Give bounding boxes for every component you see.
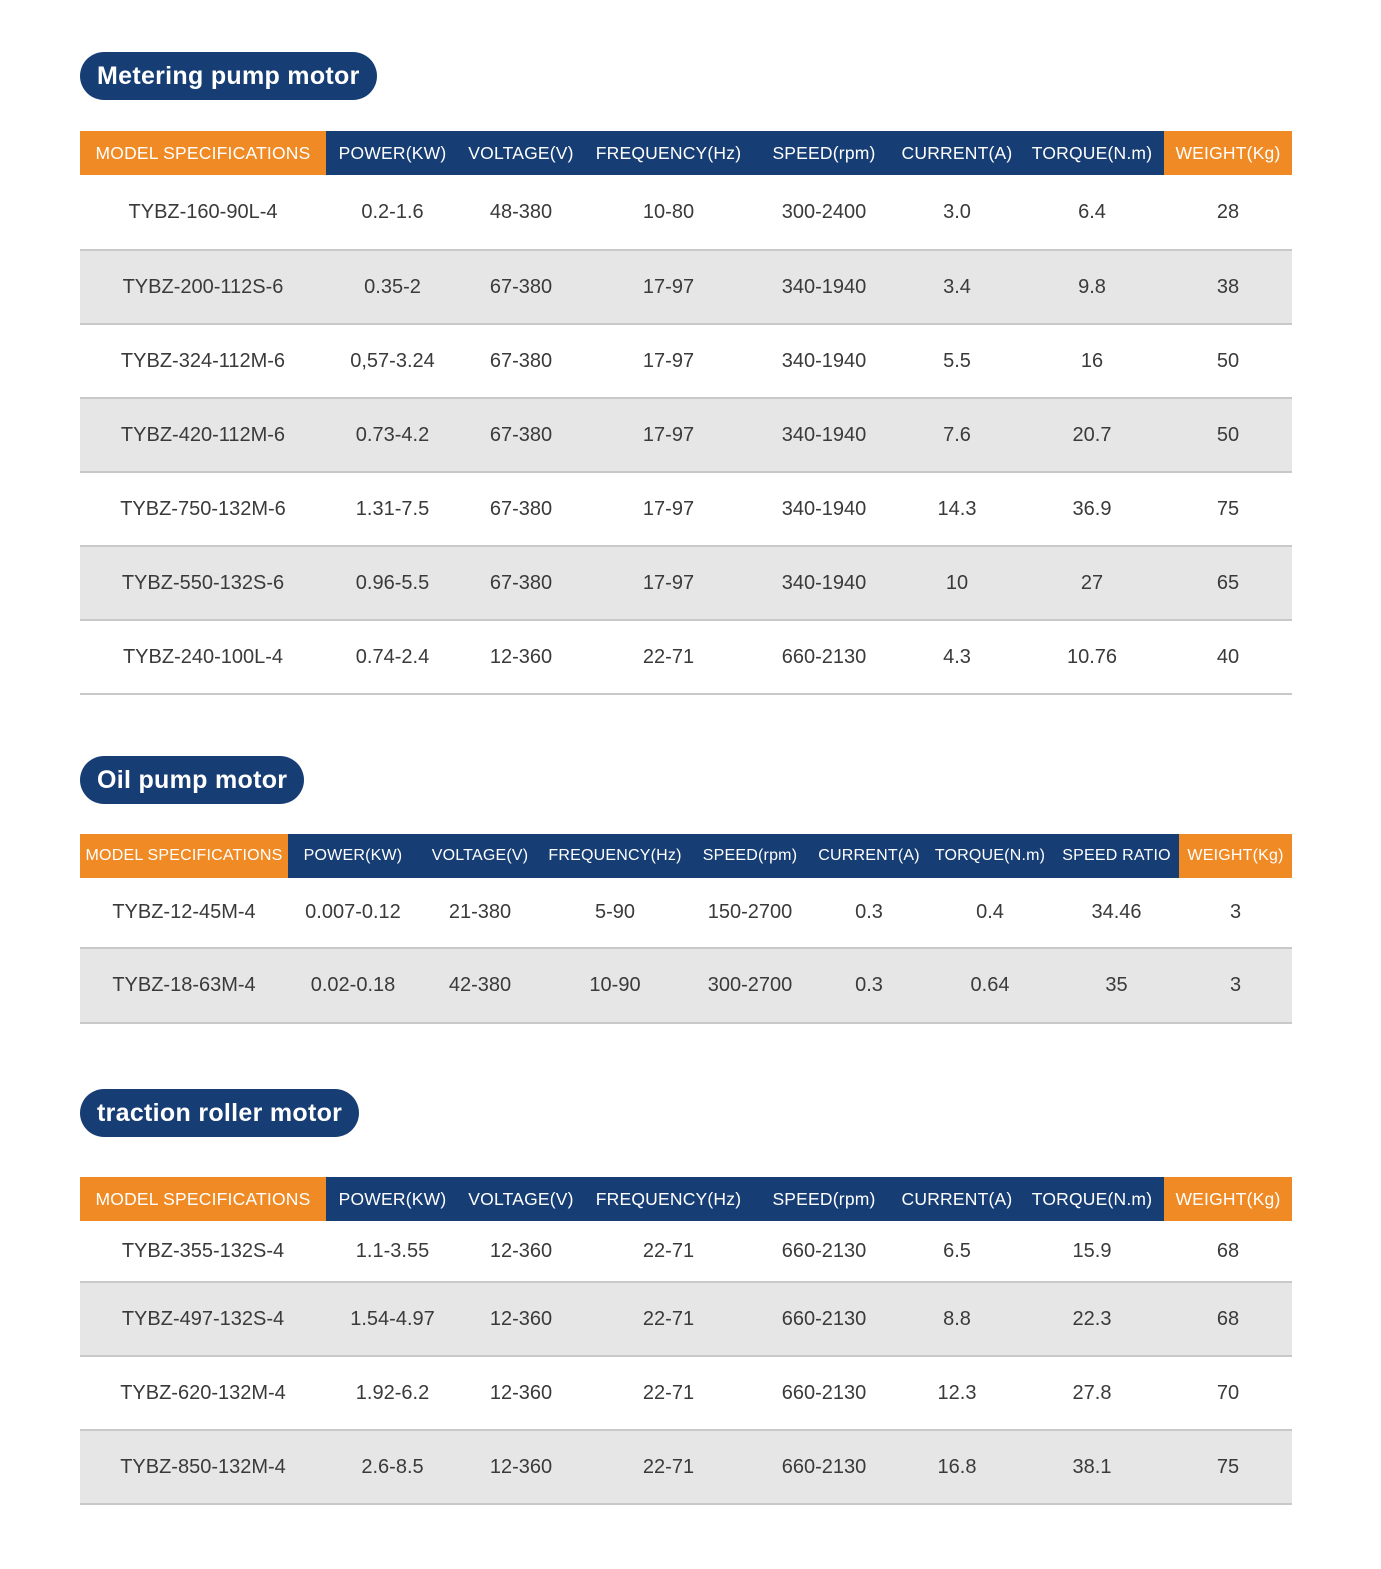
table-cell: 22-71 xyxy=(642,1455,695,1478)
column-header: WEIGHT(Kg) xyxy=(1179,834,1292,878)
table-cell: 6.4 xyxy=(1078,200,1106,223)
table-header-row xyxy=(80,834,1292,878)
table-cell: 38.1 xyxy=(1072,1455,1112,1478)
column-header: TORQUE(N.m) xyxy=(1020,131,1164,175)
table-cell: TYBZ-420-112M-6 xyxy=(120,423,286,446)
table-cell: 27.8 xyxy=(1072,1381,1112,1404)
table-cell: TYBZ-12-45M-4 xyxy=(112,901,256,923)
column-header: WEIGHT(Kg) xyxy=(1164,1177,1292,1221)
table-row xyxy=(80,621,1292,695)
section-title-traction-roller-motor: traction roller motor xyxy=(80,1089,359,1137)
table-cell: 150-2700 xyxy=(707,901,793,923)
table-row xyxy=(80,1283,1292,1357)
table-cell: 42-380 xyxy=(448,974,512,996)
column-header: FREQUENCY(Hz) xyxy=(583,1177,754,1221)
table-cell: 6.5 xyxy=(943,1239,971,1262)
table-cell: 14.3 xyxy=(937,497,977,520)
table-cell: 3 xyxy=(1229,901,1242,923)
column-header: MODEL SPECIFICATIONS xyxy=(80,1177,326,1221)
column-header: WEIGHT(Kg) xyxy=(1164,131,1292,175)
table-cell: 67-380 xyxy=(489,571,553,594)
table-cell: 12.3 xyxy=(937,1381,977,1404)
table-cell: 1.31-7.5 xyxy=(355,497,430,520)
column-header: MODEL SPECIFICATIONS xyxy=(80,131,326,175)
table-row xyxy=(80,325,1292,399)
table-cell: 660-2130 xyxy=(781,1239,867,1262)
table-cell: 70 xyxy=(1216,1381,1240,1404)
table-row xyxy=(80,547,1292,621)
table-header-row xyxy=(80,1177,1292,1221)
table-cell: TYBZ-18-63M-4 xyxy=(112,974,256,996)
column-header: CURRENT(A) xyxy=(894,131,1020,175)
table-cell: 10 xyxy=(945,571,969,594)
table-cell: 50 xyxy=(1216,349,1240,372)
table-cell: 75 xyxy=(1216,1455,1240,1478)
table-cell: 0.64 xyxy=(970,974,1010,996)
table-cell: TYBZ-620-132M-4 xyxy=(120,1381,286,1404)
table-cell: 3.4 xyxy=(943,275,971,298)
table-cell: 0.74-2.4 xyxy=(355,645,430,668)
column-header: SPEED(rpm) xyxy=(754,1177,894,1221)
table-cell: 2.6-8.5 xyxy=(361,1455,424,1478)
table-cell: 21-380 xyxy=(448,901,512,923)
table-row xyxy=(80,473,1292,547)
table-cell: 67-380 xyxy=(489,497,553,520)
table-cell: 9.8 xyxy=(1078,275,1106,298)
table-cell: 67-380 xyxy=(489,349,553,372)
table-row xyxy=(80,1221,1292,1283)
table-cell: TYBZ-240-100L-4 xyxy=(122,645,284,668)
column-header: CURRENT(A) xyxy=(812,834,926,878)
table-cell: 8.8 xyxy=(943,1307,971,1330)
table-cell: 38 xyxy=(1216,275,1240,298)
metering-pump-motor-table xyxy=(80,131,1292,695)
table-cell: 34.46 xyxy=(1091,901,1142,923)
table-cell: 15.9 xyxy=(1072,1239,1112,1262)
table-cell: 10.76 xyxy=(1066,645,1118,668)
table-cell: 68 xyxy=(1216,1239,1240,1262)
table-row xyxy=(80,1431,1292,1505)
table-cell: 340-1940 xyxy=(781,571,867,594)
table-cell: 22-71 xyxy=(642,1239,695,1262)
table-row xyxy=(80,251,1292,325)
table-cell: 340-1940 xyxy=(781,349,867,372)
column-header: POWER(KW) xyxy=(288,834,418,878)
column-header: VOLTAGE(V) xyxy=(418,834,542,878)
table-cell: 10-90 xyxy=(589,974,641,996)
table-cell: 17-97 xyxy=(642,571,695,594)
table-cell: 660-2130 xyxy=(781,1307,867,1330)
table-cell: 12-360 xyxy=(489,1307,553,1330)
column-header: VOLTAGE(V) xyxy=(459,131,583,175)
table-cell: TYBZ-850-132M-4 xyxy=(120,1455,286,1478)
table-cell: 12-360 xyxy=(489,1239,553,1262)
column-header: FREQUENCY(Hz) xyxy=(583,131,754,175)
table-cell: 0.02-0.18 xyxy=(310,974,396,996)
table-cell: 67-380 xyxy=(489,275,553,298)
table-cell: 68 xyxy=(1216,1307,1240,1330)
table-row xyxy=(80,175,1292,251)
table-cell: 4.3 xyxy=(943,645,971,668)
column-header: SPEED(rpm) xyxy=(754,131,894,175)
table-cell: 660-2130 xyxy=(781,645,867,668)
table-cell: TYBZ-750-132M-6 xyxy=(120,497,286,520)
table-cell: 0.3 xyxy=(855,901,883,923)
table-cell: 1.54-4.97 xyxy=(350,1307,435,1330)
table-row xyxy=(80,1357,1292,1431)
table-cell: 16 xyxy=(1080,349,1104,372)
column-header: POWER(KW) xyxy=(326,1177,459,1221)
traction-roller-motor-table xyxy=(80,1177,1292,1505)
table-cell: 340-1940 xyxy=(781,497,867,520)
table-cell: 28 xyxy=(1216,200,1240,223)
table-cell: 35 xyxy=(1105,974,1128,996)
table-cell: 340-1940 xyxy=(781,423,867,446)
column-header: TORQUE(N.m) xyxy=(926,834,1054,878)
table-cell: 660-2130 xyxy=(781,1455,867,1478)
table-cell: 50 xyxy=(1216,423,1240,446)
table-row xyxy=(80,399,1292,473)
table-cell: 3.0 xyxy=(943,200,971,223)
table-cell: 65 xyxy=(1216,571,1240,594)
table-cell: 40 xyxy=(1216,645,1240,668)
table-cell: TYBZ-200-112S-6 xyxy=(122,275,284,298)
column-header: SPEED(rpm) xyxy=(688,834,812,878)
table-cell: TYBZ-324-112M-6 xyxy=(120,349,286,372)
table-cell: 12-360 xyxy=(489,1455,553,1478)
column-header: MODEL SPECIFICATIONS xyxy=(80,834,288,878)
table-cell: 0.4 xyxy=(976,901,1004,923)
table-cell: 3 xyxy=(1229,974,1242,996)
table-row xyxy=(80,878,1292,949)
table-cell: 0.3 xyxy=(855,974,883,996)
table-cell: 0.2-1.6 xyxy=(361,200,424,223)
table-cell: 48-380 xyxy=(489,200,553,223)
table-cell: 36.9 xyxy=(1072,497,1112,520)
table-row xyxy=(80,949,1292,1024)
table-cell: 20.7 xyxy=(1072,423,1112,446)
table-cell: 12-360 xyxy=(489,1381,553,1404)
table-cell: 22.3 xyxy=(1072,1307,1112,1330)
table-cell: 0.96-5.5 xyxy=(355,571,430,594)
table-cell: 17-97 xyxy=(642,423,695,446)
column-header: SPEED RATIO xyxy=(1054,834,1179,878)
column-header: VOLTAGE(V) xyxy=(459,1177,583,1221)
table-cell: TYBZ-160-90L-4 xyxy=(128,200,278,223)
table-cell: 75 xyxy=(1216,497,1240,520)
column-header: FREQUENCY(Hz) xyxy=(542,834,688,878)
table-cell: 10-80 xyxy=(642,200,695,223)
table-cell: 17-97 xyxy=(642,497,695,520)
table-cell: 300-2700 xyxy=(707,974,793,996)
table-cell: 22-71 xyxy=(642,645,695,668)
table-cell: 5.5 xyxy=(943,349,971,372)
table-cell: 1.1-3.55 xyxy=(355,1239,430,1262)
table-cell: 16.8 xyxy=(937,1455,977,1478)
section-title-metering-pump-motor: Metering pump motor xyxy=(80,52,377,100)
column-header: CURRENT(A) xyxy=(894,1177,1020,1221)
table-cell: TYBZ-497-132S-4 xyxy=(121,1307,285,1330)
table-cell: 300-2400 xyxy=(781,200,867,223)
table-cell: 1.92-6.2 xyxy=(355,1381,430,1404)
table-cell: TYBZ-550-132S-6 xyxy=(121,571,285,594)
table-cell: 22-71 xyxy=(642,1307,695,1330)
table-cell: 660-2130 xyxy=(781,1381,867,1404)
table-cell: 27 xyxy=(1080,571,1104,594)
table-cell: 7.6 xyxy=(943,423,971,446)
table-cell: 0.35-2 xyxy=(364,275,421,298)
table-cell: 340-1940 xyxy=(781,275,867,298)
column-header: POWER(KW) xyxy=(326,131,459,175)
oil-pump-motor-table xyxy=(80,834,1292,1024)
table-cell: 17-97 xyxy=(642,349,695,372)
table-cell: 0.007-0.12 xyxy=(305,901,401,923)
table-cell: 67-380 xyxy=(489,423,553,446)
table-cell: TYBZ-355-132S-4 xyxy=(121,1239,285,1262)
table-cell: 22-71 xyxy=(642,1381,695,1404)
section-title-oil-pump-motor: Oil pump motor xyxy=(80,756,304,804)
table-cell: 0.73-4.2 xyxy=(355,423,430,446)
column-header: TORQUE(N.m) xyxy=(1020,1177,1164,1221)
table-cell: 0,57-3.24 xyxy=(350,349,435,372)
table-cell: 12-360 xyxy=(489,645,553,668)
table-header-row xyxy=(80,131,1292,175)
table-cell: 5-90 xyxy=(594,901,636,923)
table-cell: 17-97 xyxy=(642,275,695,298)
